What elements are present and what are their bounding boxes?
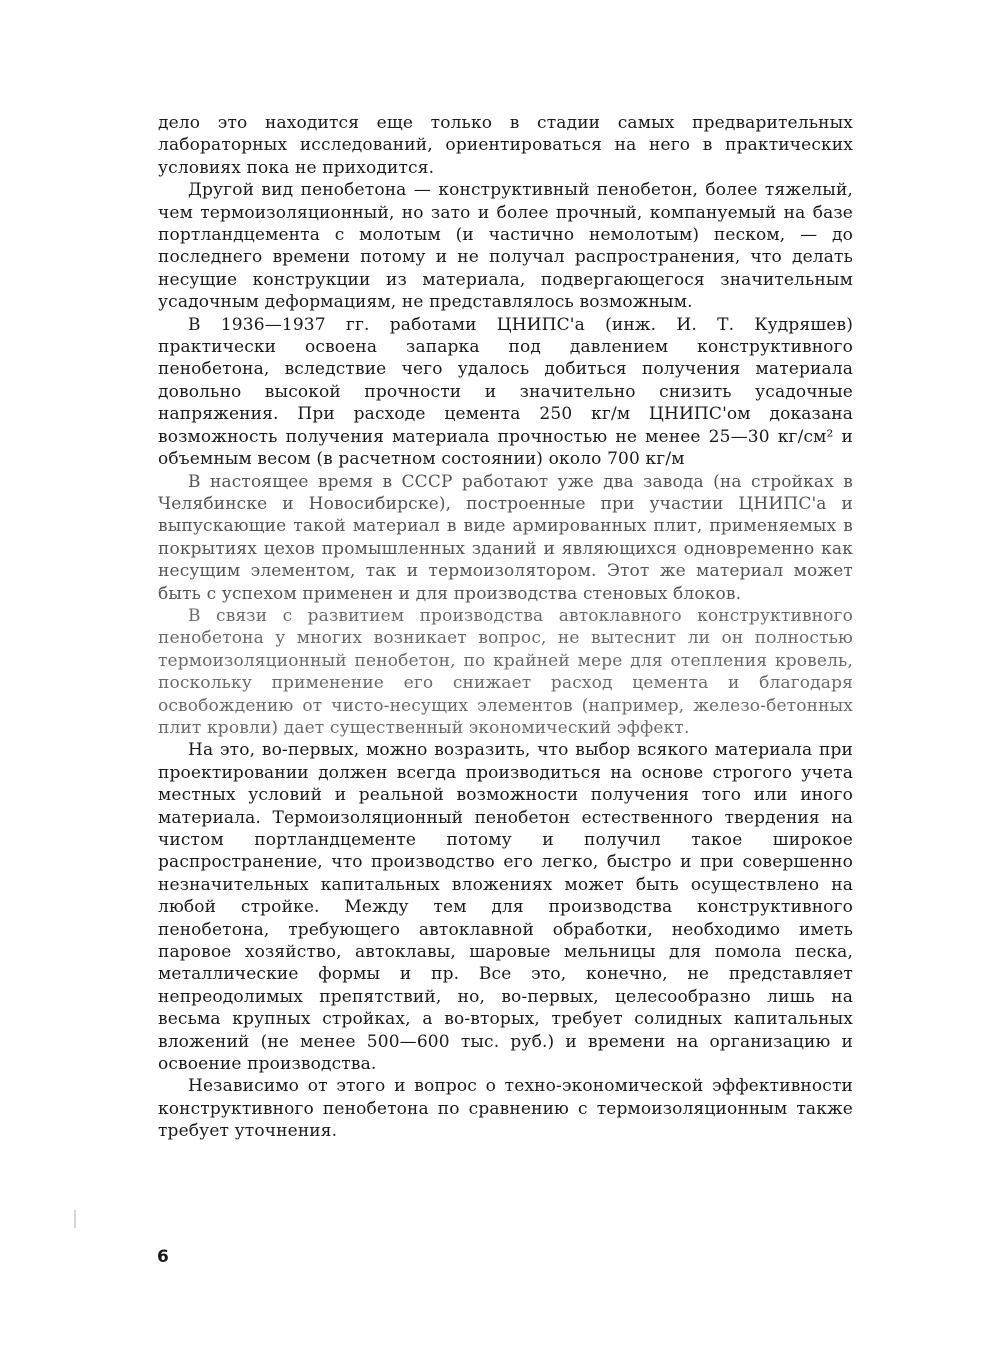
paragraph-constructive-foam-concrete: Другой вид пенобетона — конструктивный пенобетон, более тяжелый, чем термоизоляционный, но зато и более прочный, компануемый на базе портландцемента с молотым (и частично немолотым) песком, — до последнего времени потому и не получал распространения, что делать несущие конструкции из материала, подвергающегося значительным усадочным деформациям, не представлялось возможным. [158,180,853,313]
paragraph-cnips-research: В 1936—1937 гг. работами ЦНИПС'а (инж. И. Т. Кудряшев) практически освоена запарка под давлением конструктивного пенобетона, вследствие чего удалось добиться получения материала довольно высокой прочности и значительно снизить усадочные напряжения. При расходе цемента 250 кг/м ЦНИПС'ом доказана возможность получения материала прочностью не менее 25—30 кг/см² и объемным весом (в расчетном состоянии) около 700 кг/м [158,314,853,470]
body-text [158,112,853,1143]
page-number: 6 [157,1247,169,1267]
scan-artifact [74,1210,76,1228]
paragraph-material-choice: На это, во-первых, можно возразить, что выбор всякого материала при проектировании должен всегда производиться на основе строгого учета местных условий и реальной возможности получения того или иного материала. Термоизоляционный пенобетон естественного твердения на чистом портландцементе потому и получил такое широкое распространение, что производство его легко, быстро и при совершенно незначительных капитальных вложениях может быть осуществлено на любой стройке. Между тем для производства конструктивного пенобетона, требующего автоклавной обработки, необходимо иметь паровое хозяйство, автоклавы, шаровые мельницы для помола песка, металлические формы и пр. Все это, конечно, не представляет непреодолимых препятствий, но, во-первых, целесообразно лишь на весьма крупных стройках, а во-вторых, требует солидных капитальных вложений (не менее 500—600 тыс. руб.) и времени на организацию и освоение производства. [158,740,853,1075]
paragraph-autoclave-question: В связи с развитием производства автоклавного конструктивного пенобетона у многих возникает вопрос, не вытеснит ли он полностью термоизоляционный пенобетон, по крайней мере для отепления кровель, поскольку применение его снижает расход цемента и благодаря освобождению от чисто-несущих элементов (например, железо-бетонных плит кровли) дает существенный экономический эффект. [158,605,853,738]
paragraph-economic-efficiency: Независимо от этого и вопрос о техно-экономической эффективности конструктивного пенобетона по сравнению с термоизоляционным также требует уточнения. [158,1076,853,1142]
paragraph-factories-ussr: В настоящее время в СССР работают уже два завода (на стройках в Челябинске и Новосибирске), построенные при участии ЦНИПС'а и выпускающие такой материал в виде армированных плит, применяемых в покрытиях цехов промышленных зданий и являющихся одновременно как несущим элементом, так и термоизолятором. Этот же материал может быть с успехом применен и для производства стеновых блоков. [158,471,853,604]
paragraph-continuation: дело это находится еще только в стадии самых предварительных лабораторных исследований, ориентироваться на него в практических условиях пока не приходится. [158,113,853,178]
